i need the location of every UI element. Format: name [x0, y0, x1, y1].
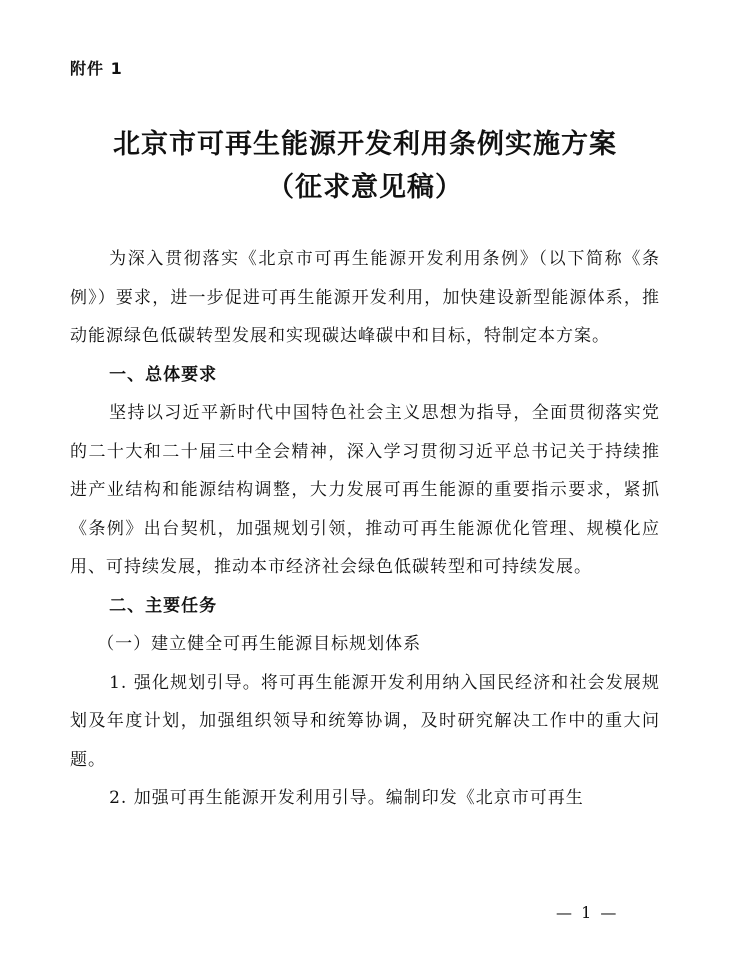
subsection-1-heading: （一）建立健全可再生能源目标规划体系	[97, 634, 422, 654]
task-item-1: 1. 强化规划引导。将可再生能源开发利用纳入国民经济和社会发展规划及年度计划，加强组织领导和统筹协调，及时研究解决工作中的重大问题。	[70, 672, 660, 770]
document-subtitle: （征求意见稿）	[267, 172, 463, 203]
page-number: — 1 —	[556, 903, 619, 922]
section-1-paragraph: 坚持以习近平新时代中国特色社会主义思想为指导，全面贯彻落实党的二十大和二十届三中全会精神，深入学习贯彻习近平总书记关于持续推进产业结构和能源结构调整，大力发展可再生能源的重要指示要求，紧抓《条例》出台契机，加强规划引领，推动可再生能源优化管理、规模化应用、可持续发展，推动本市经济社会绿色低碳转型和可持续发展。	[70, 403, 660, 577]
section-2-heading: 二、主要任务	[109, 595, 218, 616]
task-item-2: 2. 加强可再生能源开发利用引导。编制印发《北京市可再生	[109, 788, 584, 808]
intro-paragraph: 为深入贯彻落实《北京市可再生能源开发利用条例》（以下简称《条例》）要求，进一步促进可再生能源开发利用，加快建设新型能源体系，推动能源绿色低碳转型发展和实现碳达峰碳中和目标，特制定本方案。	[70, 249, 660, 346]
attachment-label: 附件 1	[70, 59, 123, 78]
section-1-heading: 一、总体要求	[109, 364, 218, 385]
document-title: 北京市可再生能源开发利用条例实施方案	[113, 129, 617, 160]
document-body	[70, 240, 660, 818]
